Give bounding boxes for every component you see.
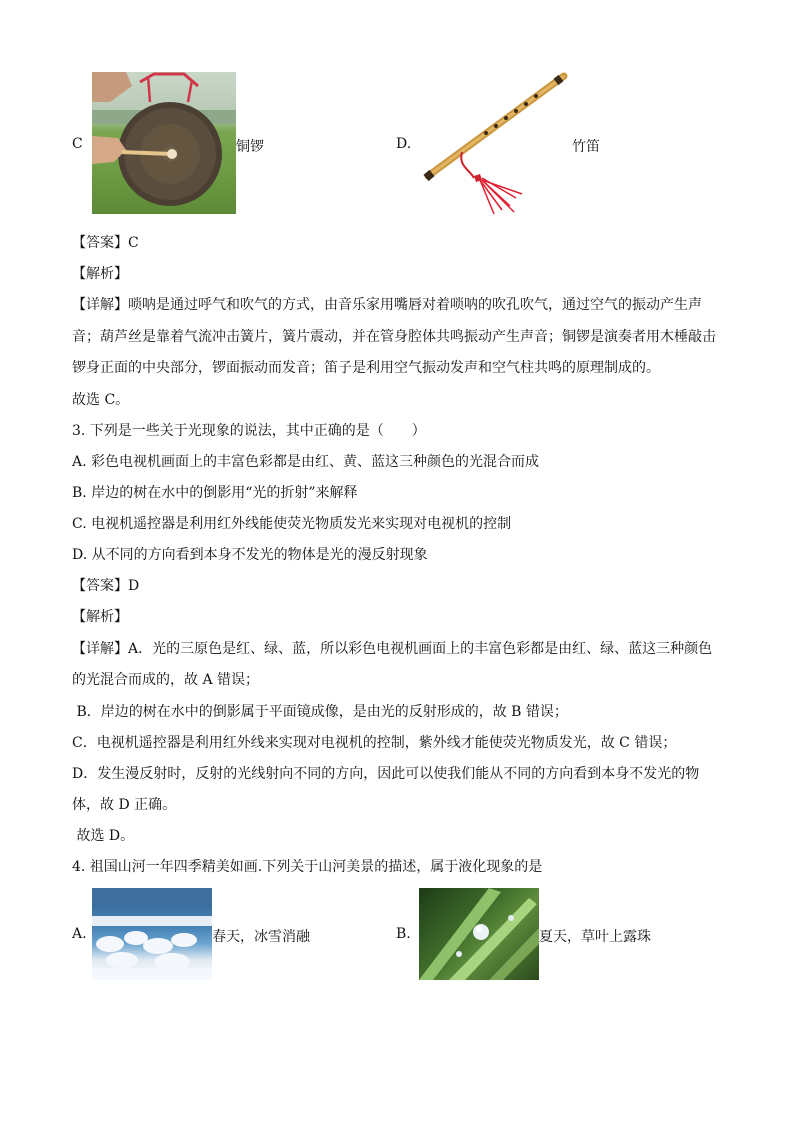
q3-detail-line: D．发生漫反射时，反射的光线射向不同的方向，因此可以使我们能从不同的方向看到本身不发光的物 xyxy=(72,766,700,782)
q2-detail-line: 【详解】唢呐是通过呼气和吹气的方式，由音乐家用嘴唇对着唢呐的吹孔吹气，通过空气的振动产生声 xyxy=(72,297,702,313)
bamboo-flute-image xyxy=(418,70,572,220)
flute-illustration xyxy=(418,70,572,220)
option-d-caption: 竹笛 xyxy=(572,139,600,155)
q2-analysis-heading: 【解析】 xyxy=(72,266,128,282)
q3-option-b: B. 岸边的树在水中的倒影用“光的折射”来解释 xyxy=(72,485,358,501)
gong-image xyxy=(92,72,236,214)
q3-option-c: C. 电视机遥控器是利用红外线能使荧光物质发光来实现对电视机的控制 xyxy=(72,516,512,532)
option-c-letter: C xyxy=(72,136,83,152)
dew-on-grass-image xyxy=(419,888,539,980)
q3-detail-line: B．岸边的树在水中的倒影属于平面镜成像，是由光的反射形成的，故 B 错误； xyxy=(72,704,568,720)
q3-stem: 3. 下列是一些关于光现象的说法，其中正确的是（ ） xyxy=(72,423,426,439)
q3-detail-line: 的光混合而成的，故 A 错误； xyxy=(72,672,260,688)
option-b-letter: B. xyxy=(396,926,411,942)
option-b-caption: 夏天，草叶上露珠 xyxy=(539,929,651,945)
option-d-letter: D. xyxy=(396,136,412,152)
option-a-caption: 春天，冰雪消融 xyxy=(212,929,310,945)
snow-illustration xyxy=(92,888,212,980)
option-a-letter: A. xyxy=(72,926,87,942)
q2-detail-line: 锣身正面的中央部分，锣面振动而发音；笛子是利用空气振动发声和空气柱共鸣的原理制成的。 xyxy=(72,360,660,376)
q2-conclusion: 故选 C。 xyxy=(72,392,130,408)
q2-answer: 【答案】C xyxy=(72,235,139,251)
option-c-caption: 铜锣 xyxy=(236,139,264,155)
q4-stem: 4. 祖国山河一年四季精美如画.下列关于山河美景的描述，属于液化现象的是 xyxy=(72,859,543,875)
q3-detail-line: C．电视机遥控器是利用红外线来实现对电视机的控制，紫外线才能使荧光物质发光，故 C 错误； xyxy=(72,735,677,751)
q2-detail-line: 音；葫芦丝是靠着气流冲击簧片，簧片震动，并在管身腔体共鸣振动产生声音；铜锣是演奏者用木棰敲击 xyxy=(72,329,716,345)
gong-illustration xyxy=(92,72,236,214)
dew-illustration xyxy=(419,888,539,980)
q3-option-a: A. 彩色电视机画面上的丰富色彩都是由红、黄、蓝这三种颜色的光混合而成 xyxy=(72,454,540,470)
q3-conclusion: 故选 D。 xyxy=(72,828,135,844)
q3-option-d: D. 从不同的方向看到本身不发光的物体是光的漫反射现象 xyxy=(72,547,428,563)
q3-answer: 【答案】D xyxy=(72,578,140,594)
q3-detail-line: 体，故 D 正确。 xyxy=(72,797,177,813)
melting-snow-image xyxy=(92,888,212,980)
q3-detail-line: 【详解】A．光的三原色是红、绿、蓝，所以彩色电视机画面上的丰富色彩都是由红、绿、蓝这三种颜色 xyxy=(72,641,713,657)
q3-analysis-heading: 【解析】 xyxy=(72,609,128,625)
